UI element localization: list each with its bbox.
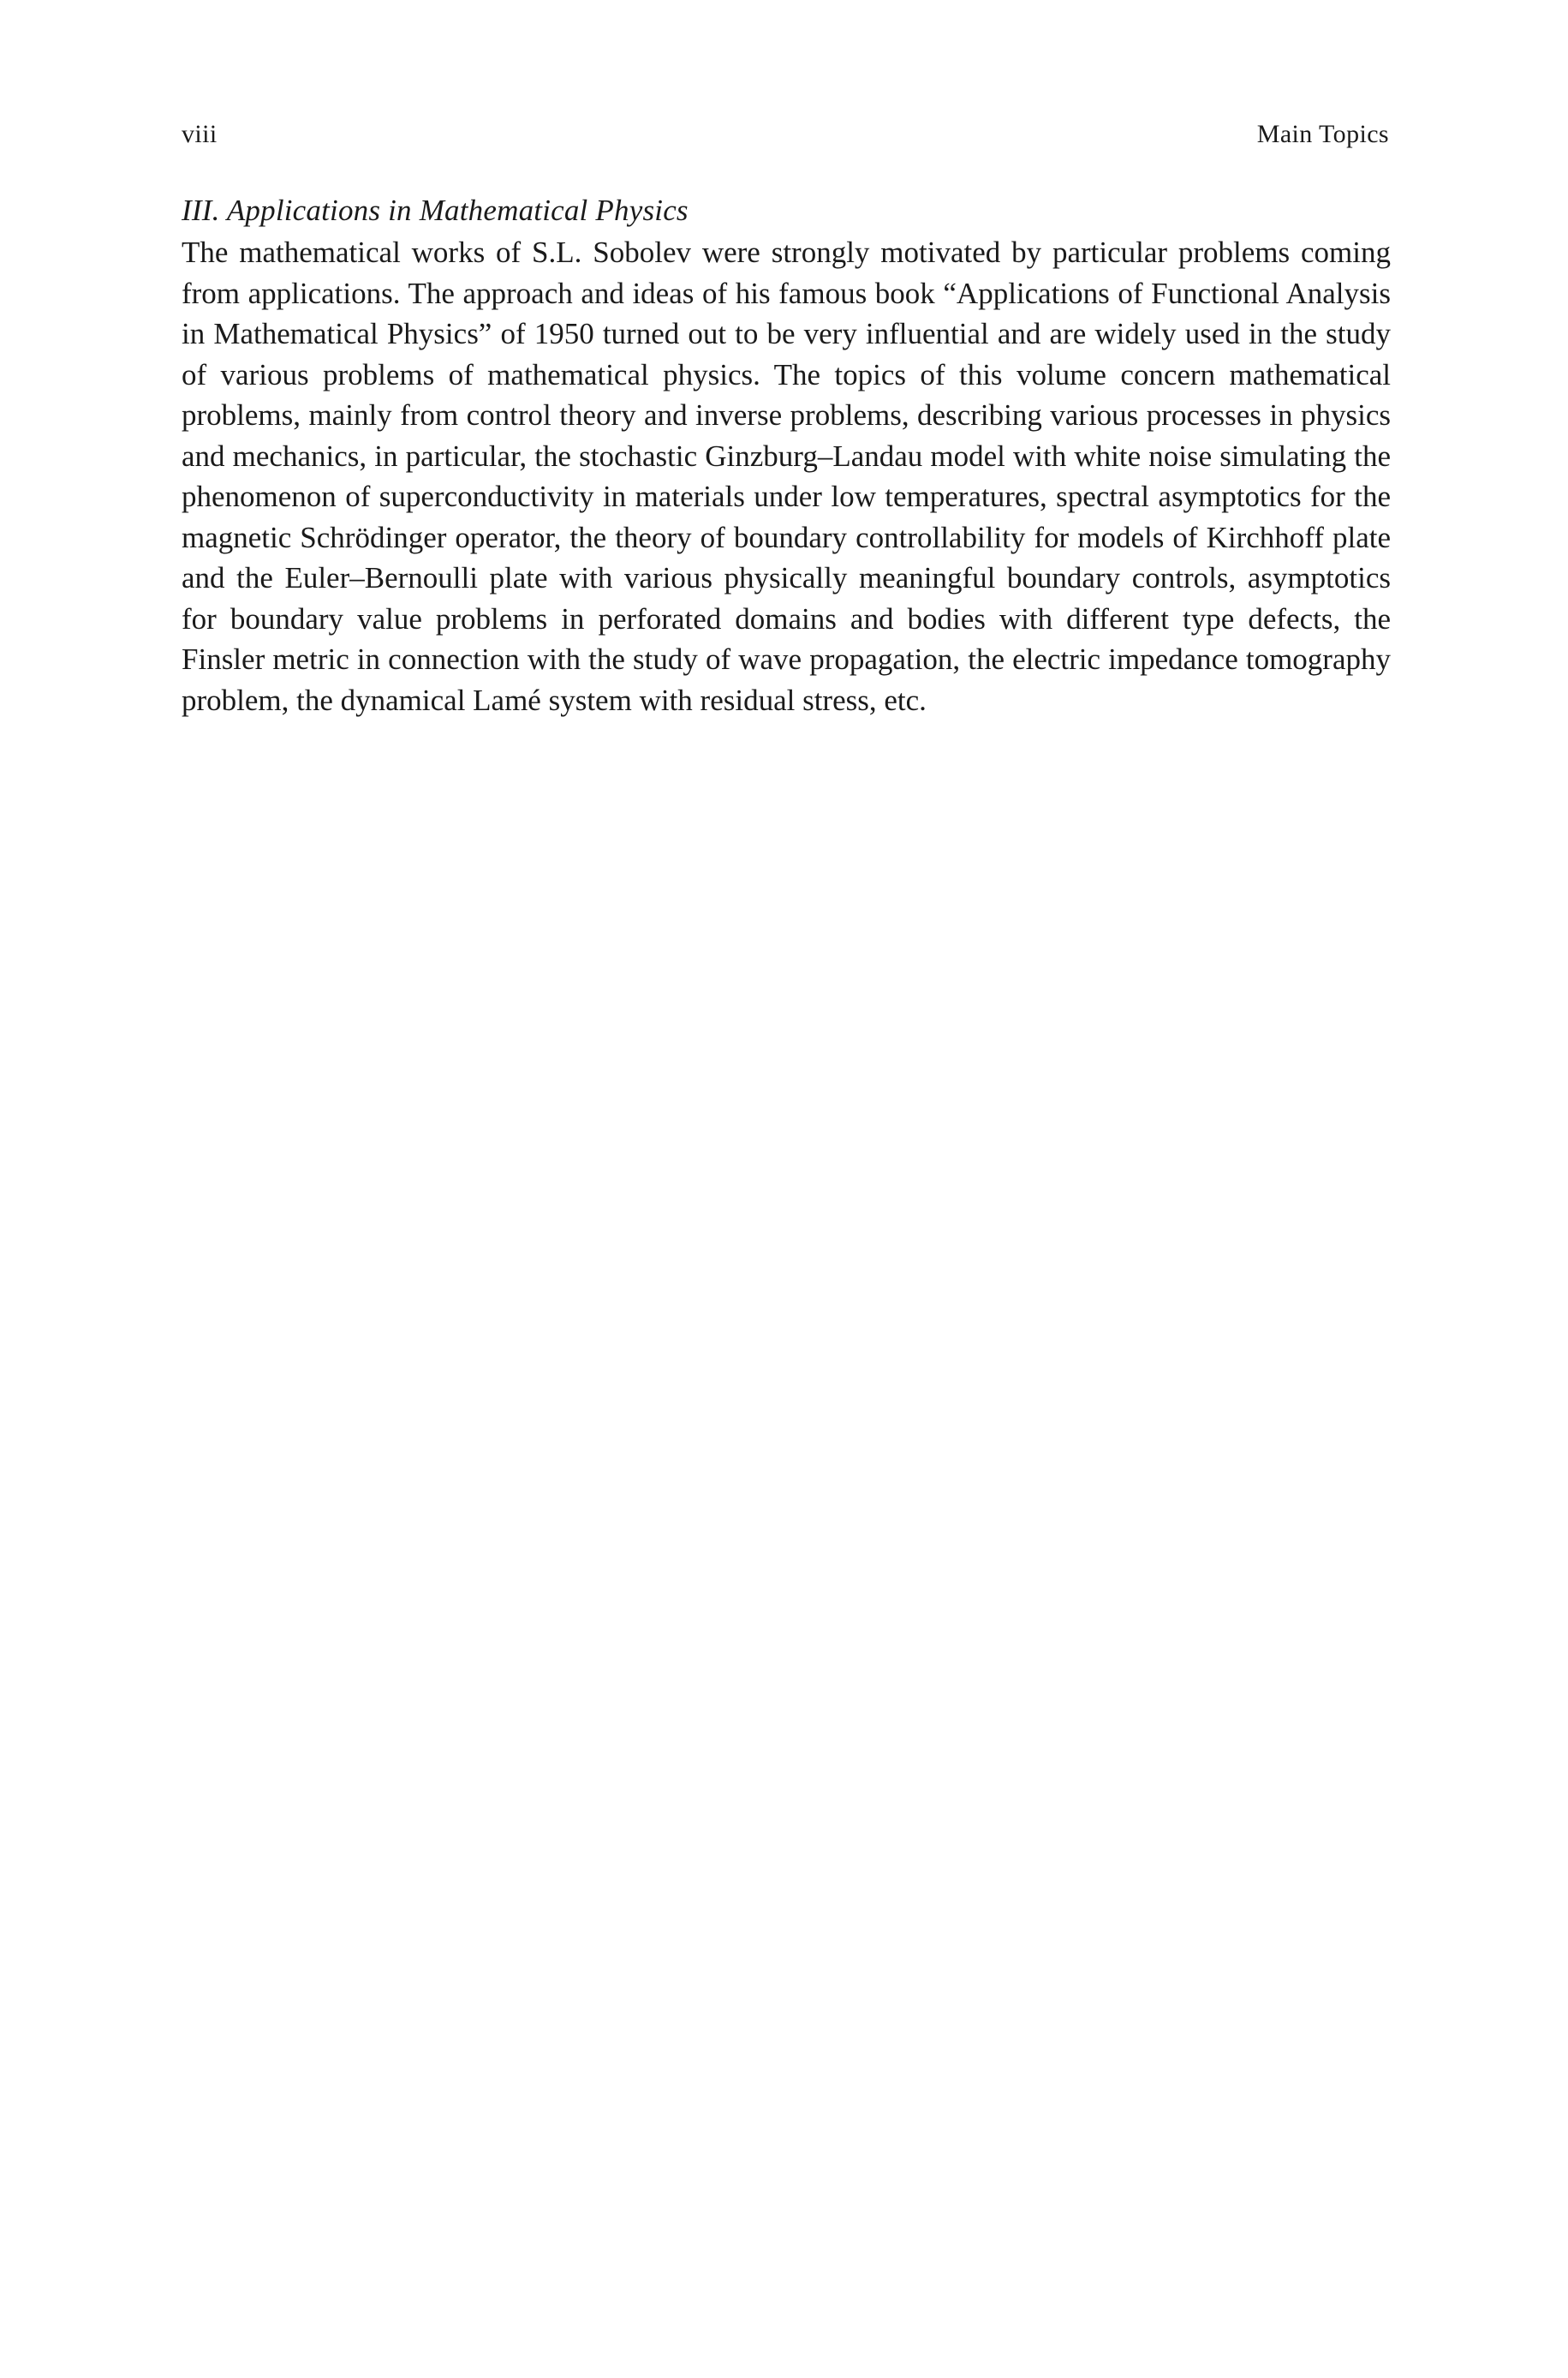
section-paragraph: The mathematical works of S.L. Sobolev were strongly motivated by particular problems coming from applications. The approach and ideas of his famous book “Applications of Functional Analysis in Mathematical Physics” of 1950 turned out to be very influential and are widely used in the study of various problems of mathematical physics. The topics of this volume concern mathematical problems, mainly from control theory and inverse problems, describing various processes in physics and mechanics, in particular, the stochastic Ginzburg–Landau model with white noise simulating the phenomenon of superconductivity in materials under low temperatures, spectral asymptotics for the magnetic Schrödinger operator, the theory of boundary controllability for models of Kirchhoff plate and the Euler–Bernoulli plate with various physically meaningful boundary controls, asymptotics for boundary value problems in perforated domains and bodies with different type defects, the Finsler metric in connection with the study of wave propagation, the electric impedance tomography problem, the dynamical Lamé system with residual stress, etc. xyxy=(182,236,1391,717)
running-head xyxy=(182,120,1389,149)
running-head-title: Main Topics xyxy=(1256,120,1389,148)
section-heading: III. Applications in Mathematical Physics xyxy=(182,194,689,227)
page-content xyxy=(182,190,1391,720)
page-number: viii xyxy=(182,120,218,148)
